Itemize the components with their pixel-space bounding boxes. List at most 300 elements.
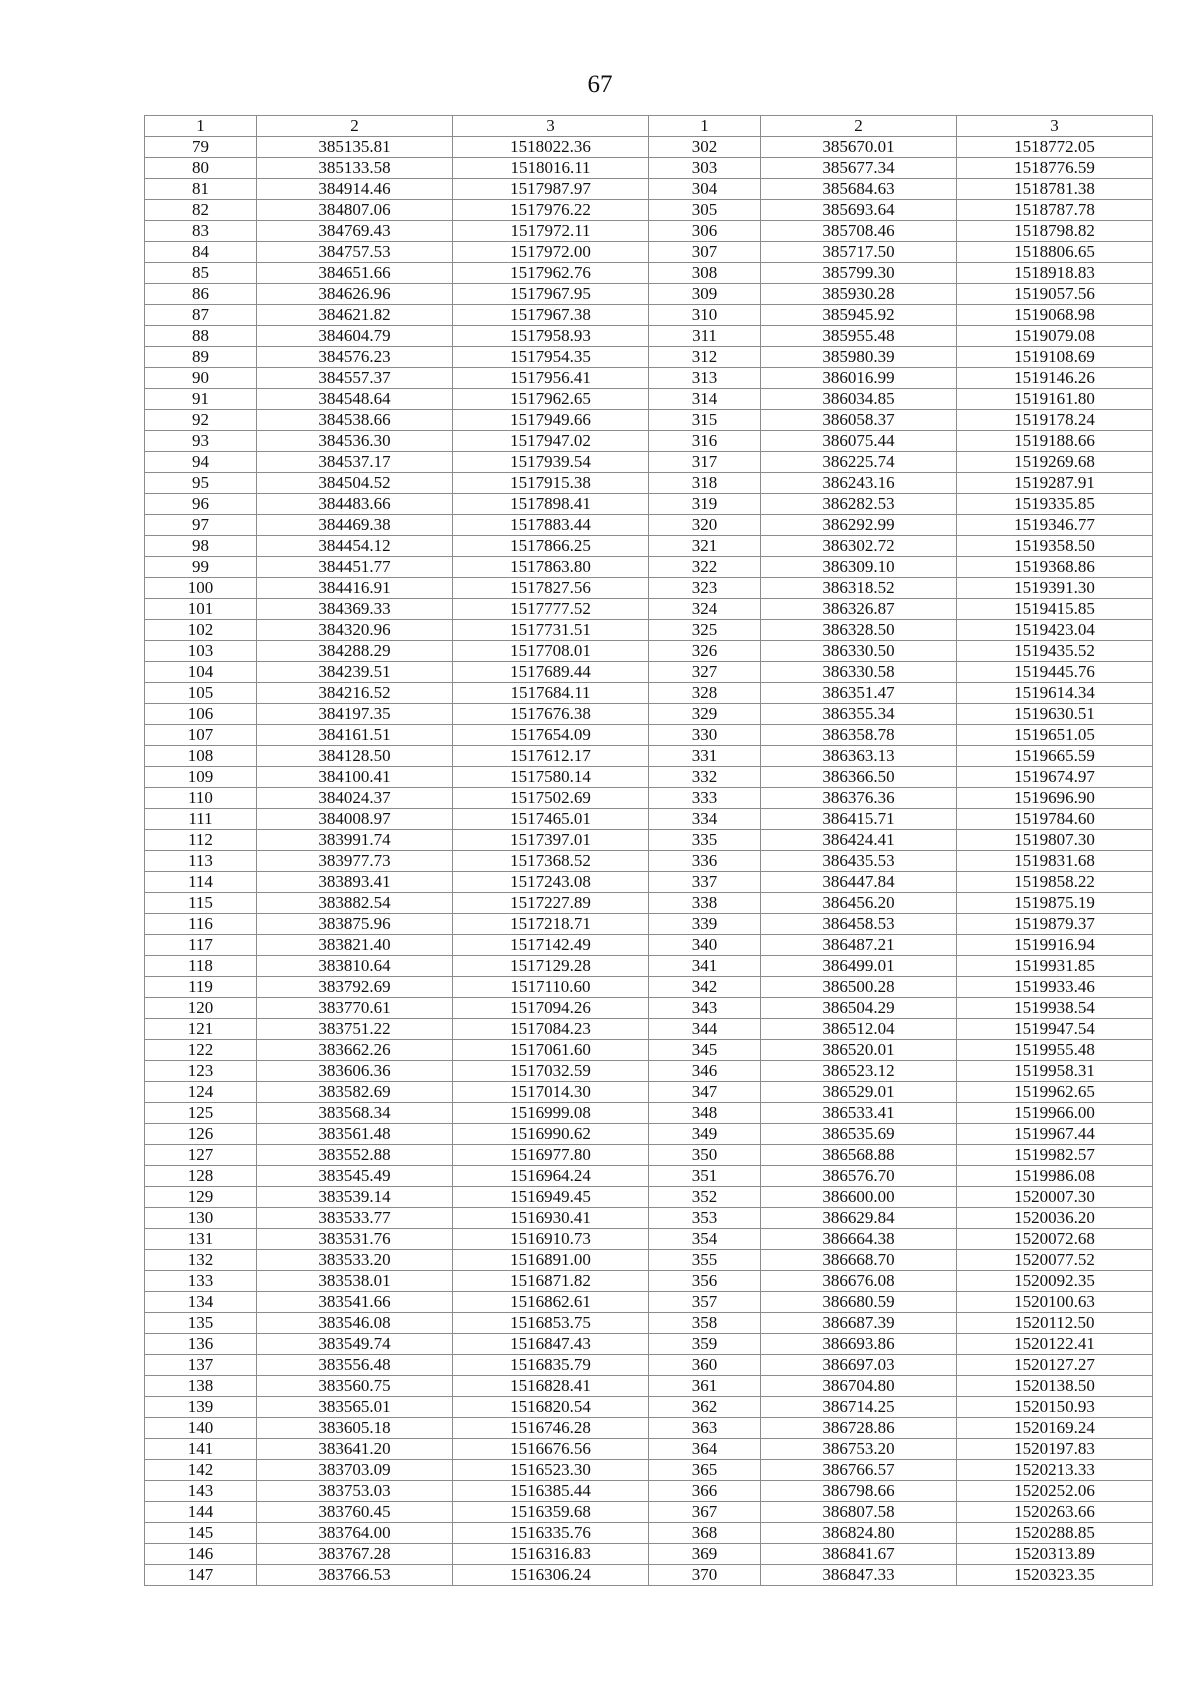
table-cell: 307 — [649, 242, 761, 263]
table-cell: 1519435.52 — [957, 641, 1153, 662]
table-cell: 1516964.24 — [453, 1166, 649, 1187]
table-cell: 1517939.54 — [453, 452, 649, 473]
table-cell: 1517084.23 — [453, 1019, 649, 1040]
table-cell: 346 — [649, 1061, 761, 1082]
table-cell: 322 — [649, 557, 761, 578]
table-row — [145, 851, 1153, 872]
table-row — [145, 431, 1153, 452]
table-cell: 126 — [145, 1124, 257, 1145]
table-cell: 128 — [145, 1166, 257, 1187]
table-cell: 1519696.90 — [957, 788, 1153, 809]
table-cell: 1516306.24 — [453, 1565, 649, 1586]
table-cell: 314 — [649, 389, 761, 410]
table-cell: 1519269.68 — [957, 452, 1153, 473]
table-cell: 386504.29 — [761, 998, 957, 1019]
table-cell: 1518022.36 — [453, 137, 649, 158]
table-cell: 83 — [145, 221, 257, 242]
table-cell: 325 — [649, 620, 761, 641]
table-cell: 1516891.00 — [453, 1250, 649, 1271]
table-cell: 1517954.35 — [453, 347, 649, 368]
table-cell: 386415.71 — [761, 809, 957, 830]
table-cell: 140 — [145, 1418, 257, 1439]
table-cell: 1518798.82 — [957, 221, 1153, 242]
table-cell: 1519986.08 — [957, 1166, 1153, 1187]
table-cell: 1517684.11 — [453, 683, 649, 704]
table-cell: 123 — [145, 1061, 257, 1082]
table-cell: 1520077.52 — [957, 1250, 1153, 1271]
table-row — [145, 725, 1153, 746]
table-cell: 349 — [649, 1124, 761, 1145]
table-row — [145, 137, 1153, 158]
table-cell: 384161.51 — [257, 725, 453, 746]
table-cell: 354 — [649, 1229, 761, 1250]
table-cell: 385708.46 — [761, 221, 957, 242]
table-cell: 313 — [649, 368, 761, 389]
table-row — [145, 1334, 1153, 1355]
table-cell: 384621.82 — [257, 305, 453, 326]
table-cell: 384604.79 — [257, 326, 453, 347]
table-cell: 386034.85 — [761, 389, 957, 410]
table-cell: 113 — [145, 851, 257, 872]
table-cell: 386766.57 — [761, 1460, 957, 1481]
table-cell: 386363.13 — [761, 746, 957, 767]
table-cell: 116 — [145, 914, 257, 935]
table-cell: 1519287.91 — [957, 473, 1153, 494]
table-cell: 384288.29 — [257, 641, 453, 662]
table-cell: 359 — [649, 1334, 761, 1355]
table-cell: 317 — [649, 452, 761, 473]
table-row — [145, 893, 1153, 914]
table-row — [145, 1124, 1153, 1145]
table-cell: 1519614.34 — [957, 683, 1153, 704]
table-cell: 383531.76 — [257, 1229, 453, 1250]
table-cell: 1519665.59 — [957, 746, 1153, 767]
table-row — [145, 473, 1153, 494]
table-cell: 386447.84 — [761, 872, 957, 893]
table-cell: 386535.69 — [761, 1124, 957, 1145]
table-row — [145, 641, 1153, 662]
table-cell: 144 — [145, 1502, 257, 1523]
table-cell: 324 — [649, 599, 761, 620]
table-cell: 1517972.11 — [453, 221, 649, 242]
table-cell: 309 — [649, 284, 761, 305]
table-cell: 383810.64 — [257, 956, 453, 977]
table-cell: 1517976.22 — [453, 200, 649, 221]
table-cell: 1517958.93 — [453, 326, 649, 347]
table-cell: 320 — [649, 515, 761, 536]
table-cell: 1517987.97 — [453, 179, 649, 200]
table-cell: 383606.36 — [257, 1061, 453, 1082]
table-cell: 384128.50 — [257, 746, 453, 767]
table-cell: 1519057.56 — [957, 284, 1153, 305]
table-cell: 1520197.83 — [957, 1439, 1153, 1460]
table-cell: 386330.50 — [761, 641, 957, 662]
table-cell: 386600.00 — [761, 1187, 957, 1208]
table-row — [145, 1208, 1153, 1229]
table-row — [145, 1019, 1153, 1040]
table-cell: 1516999.08 — [453, 1103, 649, 1124]
table-cell: 341 — [649, 956, 761, 977]
table-cell: 139 — [145, 1397, 257, 1418]
table-cell: 383582.69 — [257, 1082, 453, 1103]
table-cell: 351 — [649, 1166, 761, 1187]
table-cell: 385135.81 — [257, 137, 453, 158]
table-cell: 101 — [145, 599, 257, 620]
table-cell: 141 — [145, 1439, 257, 1460]
table-row — [145, 200, 1153, 221]
table-cell: 383533.77 — [257, 1208, 453, 1229]
table-cell: 386282.53 — [761, 494, 957, 515]
table-row — [145, 746, 1153, 767]
table-row — [145, 1355, 1153, 1376]
table-row — [145, 1040, 1153, 1061]
table-cell: 386358.78 — [761, 725, 957, 746]
table-row — [145, 389, 1153, 410]
table-cell: 1519967.44 — [957, 1124, 1153, 1145]
table-cell: 1519947.54 — [957, 1019, 1153, 1040]
table-cell: 386697.03 — [761, 1355, 957, 1376]
table-cell: 1518918.83 — [957, 263, 1153, 284]
table-cell: 383753.03 — [257, 1481, 453, 1502]
table-cell: 1517397.01 — [453, 830, 649, 851]
table-cell: 130 — [145, 1208, 257, 1229]
table-cell: 124 — [145, 1082, 257, 1103]
table-cell: 384197.35 — [257, 704, 453, 725]
table-cell: 125 — [145, 1103, 257, 1124]
table-cell: 308 — [649, 263, 761, 284]
table-cell: 384483.66 — [257, 494, 453, 515]
table-cell: 1519445.76 — [957, 662, 1153, 683]
table-cell: 383538.01 — [257, 1271, 453, 1292]
table-cell: 383545.49 — [257, 1166, 453, 1187]
table-cell: 97 — [145, 515, 257, 536]
table-cell: 1519938.54 — [957, 998, 1153, 1019]
table-cell: 143 — [145, 1481, 257, 1502]
table-cell: 121 — [145, 1019, 257, 1040]
table-cell: 316 — [649, 431, 761, 452]
table-row — [145, 1565, 1153, 1586]
table-cell: 1516746.28 — [453, 1418, 649, 1439]
table-cell: 386668.70 — [761, 1250, 957, 1271]
table-cell: 1517094.26 — [453, 998, 649, 1019]
table-cell: 385717.50 — [761, 242, 957, 263]
table-cell: 1517956.41 — [453, 368, 649, 389]
table-cell: 1520007.30 — [957, 1187, 1153, 1208]
table-cell: 363 — [649, 1418, 761, 1439]
table-cell: 385677.34 — [761, 158, 957, 179]
table-row — [145, 1187, 1153, 1208]
table-cell: 386243.16 — [761, 473, 957, 494]
table-cell: 386576.70 — [761, 1166, 957, 1187]
table-cell: 1517866.25 — [453, 536, 649, 557]
table-cell: 104 — [145, 662, 257, 683]
table-cell: 319 — [649, 494, 761, 515]
table-cell: 386225.74 — [761, 452, 957, 473]
table-row — [145, 158, 1153, 179]
table-cell: 386680.59 — [761, 1292, 957, 1313]
table-cell: 1516977.80 — [453, 1145, 649, 1166]
table-cell: 117 — [145, 935, 257, 956]
table-cell: 147 — [145, 1565, 257, 1586]
table-cell: 1519335.85 — [957, 494, 1153, 515]
table-cell: 1519831.68 — [957, 851, 1153, 872]
table-cell: 134 — [145, 1292, 257, 1313]
table-cell: 386302.72 — [761, 536, 957, 557]
table-cell: 386687.39 — [761, 1313, 957, 1334]
table-cell: 1517827.56 — [453, 578, 649, 599]
table-cell: 386435.53 — [761, 851, 957, 872]
table-cell: 383764.00 — [257, 1523, 453, 1544]
table-cell: 1517689.44 — [453, 662, 649, 683]
table-cell: 1517777.52 — [453, 599, 649, 620]
table-cell: 386676.08 — [761, 1271, 957, 1292]
table-cell: 384416.91 — [257, 578, 453, 599]
table-cell: 353 — [649, 1208, 761, 1229]
table-row — [145, 326, 1153, 347]
table-cell: 386529.01 — [761, 1082, 957, 1103]
table-cell: 386487.21 — [761, 935, 957, 956]
table-cell: 1516847.43 — [453, 1334, 649, 1355]
table-cell: 383539.14 — [257, 1187, 453, 1208]
table-cell: 115 — [145, 893, 257, 914]
table-cell: 311 — [649, 326, 761, 347]
table-cell: 1520323.35 — [957, 1565, 1153, 1586]
table-cell: 364 — [649, 1439, 761, 1460]
table-cell: 1519982.57 — [957, 1145, 1153, 1166]
table-row — [145, 998, 1153, 1019]
table-cell: 137 — [145, 1355, 257, 1376]
column-header: 2 — [761, 116, 957, 137]
table-cell: 383556.48 — [257, 1355, 453, 1376]
table-cell: 383977.73 — [257, 851, 453, 872]
table-cell: 383882.54 — [257, 893, 453, 914]
table-cell: 386824.80 — [761, 1523, 957, 1544]
table-row — [145, 284, 1153, 305]
coordinates-table — [144, 115, 1153, 1586]
table-cell: 1516930.41 — [453, 1208, 649, 1229]
table-row — [145, 1313, 1153, 1334]
table-cell: 111 — [145, 809, 257, 830]
table-row — [145, 830, 1153, 851]
table-cell: 1516676.56 — [453, 1439, 649, 1460]
table-row — [145, 1502, 1153, 1523]
table-cell: 98 — [145, 536, 257, 557]
table-cell: 84 — [145, 242, 257, 263]
table-cell: 386326.87 — [761, 599, 957, 620]
table-cell: 1520112.50 — [957, 1313, 1153, 1334]
table-cell: 386520.01 — [761, 1040, 957, 1061]
table-cell: 386807.58 — [761, 1502, 957, 1523]
table-cell: 1517502.69 — [453, 788, 649, 809]
table-cell: 79 — [145, 137, 257, 158]
table-cell: 1516862.61 — [453, 1292, 649, 1313]
table-cell: 91 — [145, 389, 257, 410]
table-cell: 386629.84 — [761, 1208, 957, 1229]
table-cell: 384451.77 — [257, 557, 453, 578]
table-cell: 386704.80 — [761, 1376, 957, 1397]
table-cell: 102 — [145, 620, 257, 641]
table-cell: 385945.92 — [761, 305, 957, 326]
table-cell: 1517967.38 — [453, 305, 649, 326]
table-cell: 384757.53 — [257, 242, 453, 263]
table-row — [145, 305, 1153, 326]
table-row — [145, 977, 1153, 998]
table-cell: 386355.34 — [761, 704, 957, 725]
table-row — [145, 578, 1153, 599]
table-cell: 386309.10 — [761, 557, 957, 578]
table-cell: 1519858.22 — [957, 872, 1153, 893]
table-row — [145, 1229, 1153, 1250]
table-cell: 1517654.09 — [453, 725, 649, 746]
table-cell: 350 — [649, 1145, 761, 1166]
table-cell: 135 — [145, 1313, 257, 1334]
table-cell: 327 — [649, 662, 761, 683]
table-cell: 339 — [649, 914, 761, 935]
table-cell: 384807.06 — [257, 200, 453, 221]
table-cell: 1520213.33 — [957, 1460, 1153, 1481]
table-cell: 1520169.24 — [957, 1418, 1153, 1439]
table-cell: 1516871.82 — [453, 1271, 649, 1292]
table-cell: 1516820.54 — [453, 1397, 649, 1418]
table-row — [145, 1292, 1153, 1313]
table-cell: 383703.09 — [257, 1460, 453, 1481]
table-cell: 1520092.35 — [957, 1271, 1153, 1292]
table-row — [145, 809, 1153, 830]
table-cell: 1517243.08 — [453, 872, 649, 893]
table-cell: 1520288.85 — [957, 1523, 1153, 1544]
table-cell: 384769.43 — [257, 221, 453, 242]
table-cell: 362 — [649, 1397, 761, 1418]
column-header: 1 — [145, 116, 257, 137]
table-cell: 1519423.04 — [957, 620, 1153, 641]
table-row — [145, 410, 1153, 431]
table-cell: 146 — [145, 1544, 257, 1565]
table-cell: 1517061.60 — [453, 1040, 649, 1061]
table-cell: 384914.46 — [257, 179, 453, 200]
table-cell: 109 — [145, 767, 257, 788]
table-cell: 1517110.60 — [453, 977, 649, 998]
table-cell: 1520313.89 — [957, 1544, 1153, 1565]
table-row — [145, 557, 1153, 578]
table-cell: 1516359.68 — [453, 1502, 649, 1523]
table-cell: 343 — [649, 998, 761, 1019]
table-row — [145, 515, 1153, 536]
table-cell: 1519068.98 — [957, 305, 1153, 326]
table-cell: 99 — [145, 557, 257, 578]
table-row — [145, 872, 1153, 893]
table-cell: 306 — [649, 221, 761, 242]
table-row — [145, 1397, 1153, 1418]
table-row — [145, 1523, 1153, 1544]
table-cell: 326 — [649, 641, 761, 662]
table-cell: 386841.67 — [761, 1544, 957, 1565]
table-cell: 1519368.86 — [957, 557, 1153, 578]
table-cell: 1520263.66 — [957, 1502, 1153, 1523]
table-cell: 1517218.71 — [453, 914, 649, 935]
table-cell: 1517032.59 — [453, 1061, 649, 1082]
table-row — [145, 662, 1153, 683]
table-cell: 383565.01 — [257, 1397, 453, 1418]
table-cell: 1519674.97 — [957, 767, 1153, 788]
table-cell: 1518806.65 — [957, 242, 1153, 263]
table-cell: 332 — [649, 767, 761, 788]
table-cell: 383662.26 — [257, 1040, 453, 1061]
table-cell: 383561.48 — [257, 1124, 453, 1145]
table-cell: 361 — [649, 1376, 761, 1397]
table-row — [145, 1103, 1153, 1124]
table-cell: 386512.04 — [761, 1019, 957, 1040]
table-cell: 1516335.76 — [453, 1523, 649, 1544]
table-cell: 385799.30 — [761, 263, 957, 284]
table-cell: 312 — [649, 347, 761, 368]
table-cell: 383560.75 — [257, 1376, 453, 1397]
table-cell: 303 — [649, 158, 761, 179]
table-cell: 335 — [649, 830, 761, 851]
table-cell: 122 — [145, 1040, 257, 1061]
table-cell: 323 — [649, 578, 761, 599]
table-cell: 95 — [145, 473, 257, 494]
table-cell: 331 — [649, 746, 761, 767]
table-cell: 383751.22 — [257, 1019, 453, 1040]
table-cell: 357 — [649, 1292, 761, 1313]
table-cell: 386568.88 — [761, 1145, 957, 1166]
table-cell: 1519178.24 — [957, 410, 1153, 431]
table-cell: 1517915.38 — [453, 473, 649, 494]
table-cell: 1519916.94 — [957, 935, 1153, 956]
table-cell: 384576.23 — [257, 347, 453, 368]
table-cell: 386366.50 — [761, 767, 957, 788]
table-cell: 1517465.01 — [453, 809, 649, 830]
table-cell: 88 — [145, 326, 257, 347]
table-row — [145, 221, 1153, 242]
table-cell: 1519630.51 — [957, 704, 1153, 725]
table-row — [145, 347, 1153, 368]
table-cell: 383533.20 — [257, 1250, 453, 1271]
table-row — [145, 494, 1153, 515]
table-cell: 1517129.28 — [453, 956, 649, 977]
table-cell: 1520150.93 — [957, 1397, 1153, 1418]
table-cell: 1519807.30 — [957, 830, 1153, 851]
table-row — [145, 788, 1153, 809]
table-cell: 1520036.20 — [957, 1208, 1153, 1229]
table-cell: 337 — [649, 872, 761, 893]
table-cell: 80 — [145, 158, 257, 179]
table-cell: 384557.37 — [257, 368, 453, 389]
table-cell: 133 — [145, 1271, 257, 1292]
table-cell: 352 — [649, 1187, 761, 1208]
table-cell: 112 — [145, 830, 257, 851]
table-cell: 81 — [145, 179, 257, 200]
table-cell: 1519651.05 — [957, 725, 1153, 746]
table-cell: 383991.74 — [257, 830, 453, 851]
table-cell: 383546.08 — [257, 1313, 453, 1334]
table-cell: 384320.96 — [257, 620, 453, 641]
table-row — [145, 179, 1153, 200]
table-cell: 1517227.89 — [453, 893, 649, 914]
table-cell: 386330.58 — [761, 662, 957, 683]
table-cell: 383766.53 — [257, 1565, 453, 1586]
table-cell: 1519358.50 — [957, 536, 1153, 557]
table-cell: 365 — [649, 1460, 761, 1481]
column-header: 1 — [649, 116, 761, 137]
table-row — [145, 1061, 1153, 1082]
table-cell: 384538.66 — [257, 410, 453, 431]
table-cell: 386664.38 — [761, 1229, 957, 1250]
table-cell: 383552.88 — [257, 1145, 453, 1166]
table-cell: 82 — [145, 200, 257, 221]
table-cell: 385930.28 — [761, 284, 957, 305]
table-cell: 1517898.41 — [453, 494, 649, 515]
